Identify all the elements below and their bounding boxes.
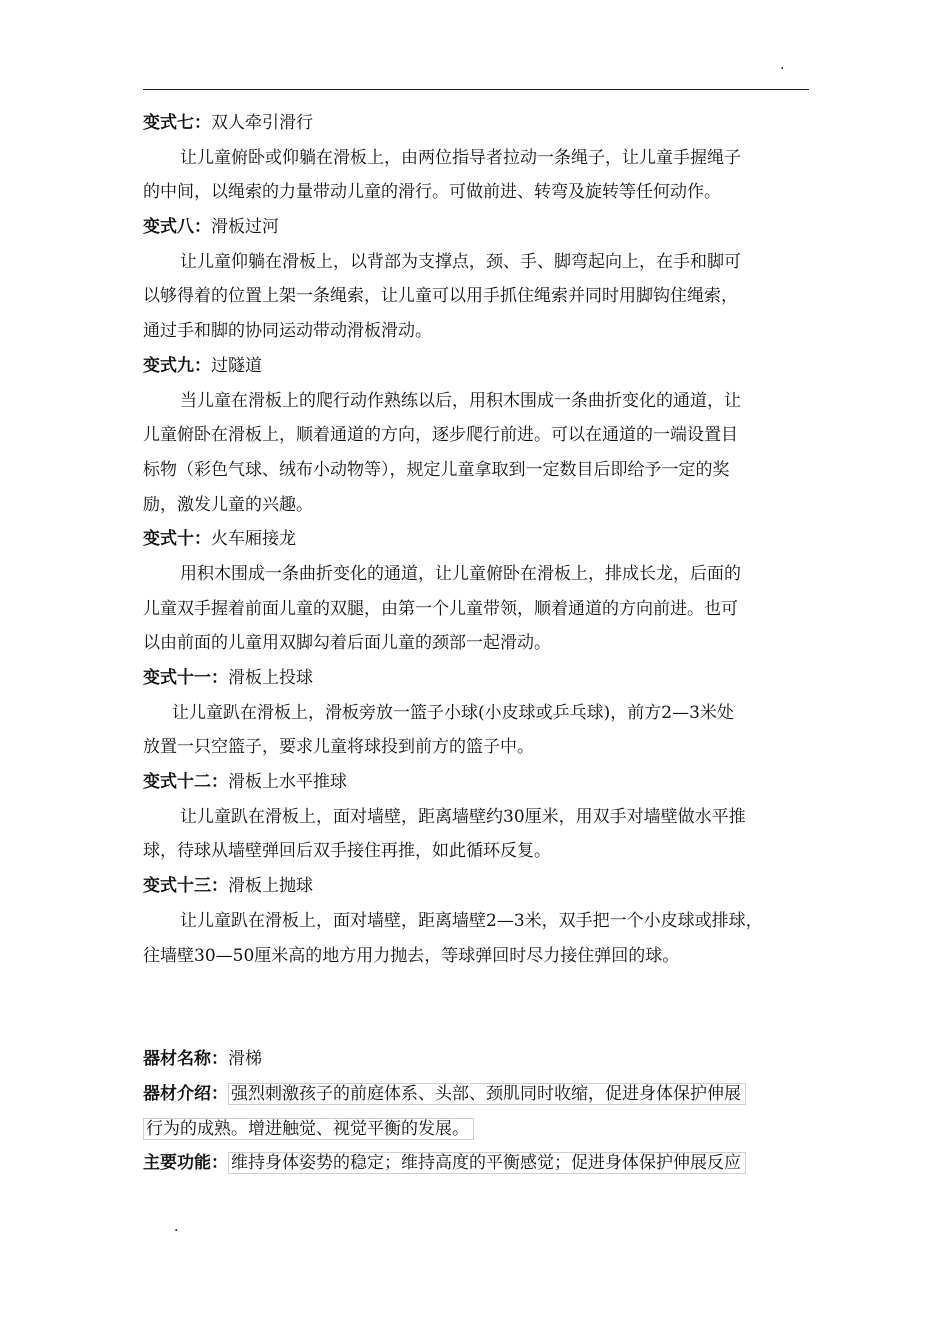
header-rule (143, 89, 809, 90)
paragraph-line: 往墙壁30—50厘米高的地方用力抛去，等球弹回时尽力接住弹回的球。 (143, 945, 680, 966)
equipment-intro-text-cont: 行为的成熟。增进触觉、视觉平衡的发展。 (143, 1118, 474, 1140)
paragraph-line: 标物（彩色气球、绒布小动物等），规定儿童拿取到一定数目后即给予一定的奖 (143, 459, 730, 480)
paragraph-line: 让儿童趴在滑板上，面对墙壁，距离墙壁约30厘米，用双手对墙壁做水平推 (180, 806, 746, 827)
paragraph-line: 以够得着的位置上架一条绳索，让儿童可以用手抓住绳索并同时用脚钩住绳索， (143, 286, 738, 307)
paragraph-line: 球，待球从墙壁弹回后双手接住再推，如此循环反复。 (143, 841, 551, 862)
variant-heading: 变式九：过隧道 (143, 355, 262, 376)
equipment-function-text: 维持身体姿势的稳定；维持高度的平衡感觉；促进身体保护伸展反应 (228, 1152, 746, 1174)
equipment-function-row: 主要功能： 维持身体姿势的稳定；维持高度的平衡感觉；促进身体保护伸展反应 (143, 1146, 815, 1181)
document-body (143, 106, 815, 1181)
footer-mark: . (174, 1219, 179, 1235)
section-spacer (143, 973, 815, 1042)
equipment-intro-text: 强烈刺激孩子的前庭体系、头部、颈肌同时收缩，促进身体保护伸展 (228, 1083, 746, 1105)
variant-heading: 变式十三：滑板上抛球 (143, 876, 313, 897)
equipment-name-row: 器材名称：滑梯 (143, 1049, 262, 1070)
variant-heading: 变式十二：滑板上水平推球 (143, 772, 347, 793)
header-mark: . (780, 57, 785, 73)
paragraph-line: 儿童双手握着前面儿童的双腿，由第一个儿童带领，顺着通道的方向前进。也可 (143, 598, 738, 619)
variant-heading: 变式八：滑板过河 (143, 217, 279, 238)
paragraph-line: 的中间，以绳索的力量带动儿童的滑行。可做前进、转弯及旋转等任何动作。 (143, 182, 721, 203)
variant-heading: 变式十：火车厢接龙 (143, 529, 296, 550)
equipment-intro-row-cont (143, 1112, 815, 1147)
paragraph-line: 通过手和脚的协同运动带动滑板滑动。 (143, 321, 432, 342)
variant-heading: 变式十一：滑板上投球 (143, 668, 313, 688)
paragraph-line: 让儿童趴在滑板上，滑板旁放一篮子小球(小皮球或乒乓球)，前方2—3米处 (172, 702, 734, 723)
paragraph-line: 当儿童在滑板上的爬行动作熟练以后，用积木围成一条曲折变化的通道，让 (180, 390, 741, 411)
paragraph-line: 励，激发儿童的兴趣。 (143, 494, 313, 515)
paragraph-line: 儿童俯卧在滑板上，顺着通道的方向，逐步爬行前进。可以在通道的一端设置目 (143, 425, 738, 446)
equipment-intro-row: 器材介绍： 强烈刺激孩子的前庭体系、头部、颈肌同时收缩，促进身体保护伸展 (143, 1077, 815, 1112)
paragraph-line: 用积木围成一条曲折变化的通道，让儿童俯卧在滑板上，排成长龙，后面的 (180, 563, 741, 584)
paragraph-line: 让儿童仰躺在滑板上，以背部为支撑点，颈、手、脚弯起向上，在手和脚可 (180, 251, 741, 272)
paragraph-line: 让儿童俯卧或仰躺在滑板上，由两位指导者拉动一条绳子，让儿童手握绳子 (180, 147, 741, 168)
variant-heading: 变式七：双人牵引滑行 (143, 113, 313, 133)
paragraph-line: 让儿童趴在滑板上，面对墙壁，距离墙壁2—3米，双手把一个小皮球或排球， (180, 910, 763, 931)
paragraph-line: 放置一只空篮子，要求儿童将球投到前方的篮子中。 (143, 737, 534, 758)
paragraph-line: 以由前面的儿童用双脚勾着后面儿童的颈部一起滑动。 (143, 633, 551, 654)
equipment-name-value: 滑梯 (228, 1049, 262, 1070)
